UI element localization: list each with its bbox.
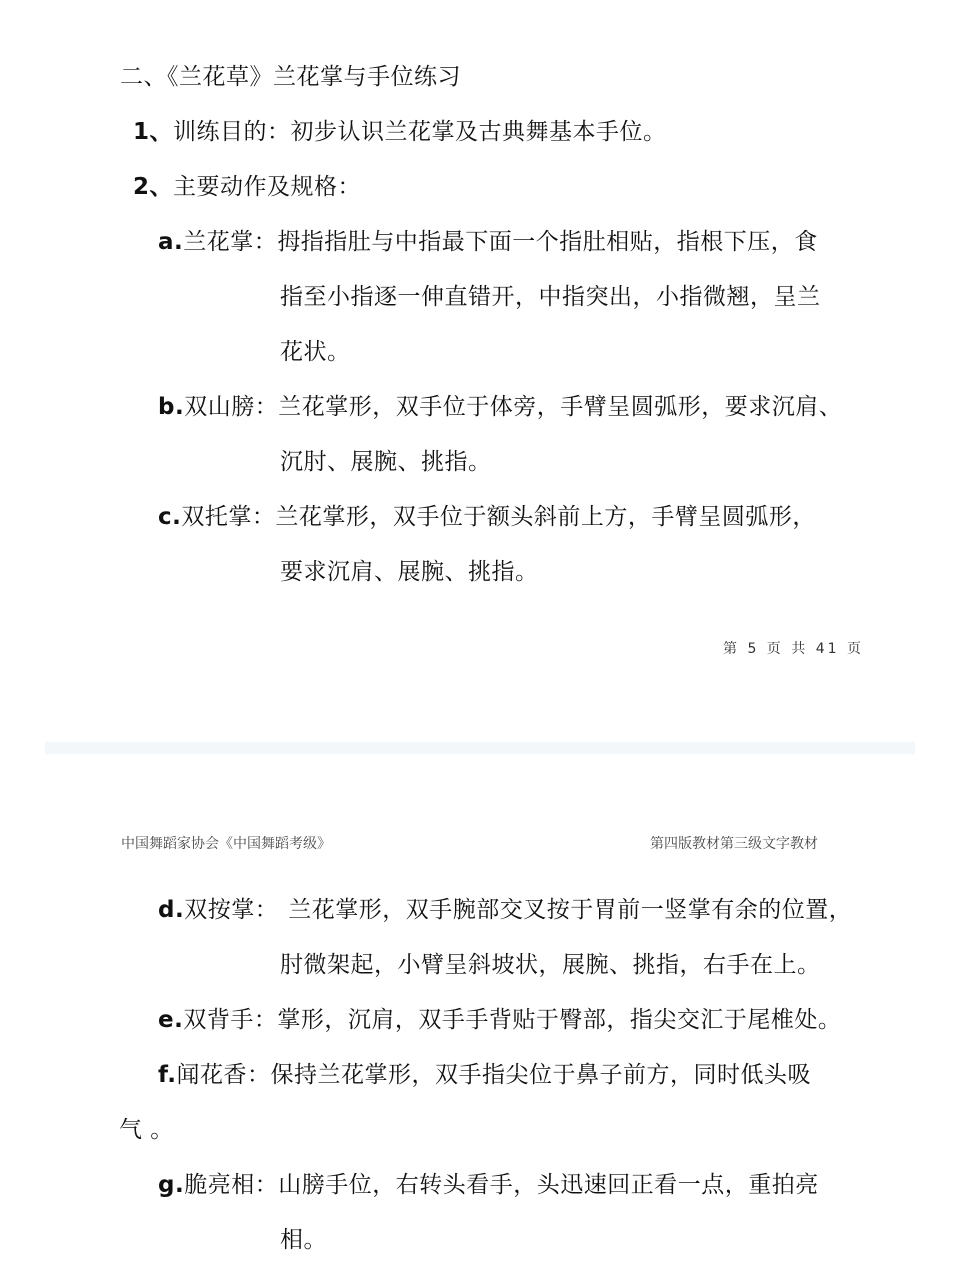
entry-e xyxy=(158,1005,841,1035)
section-title: 二、《兰花草》兰花掌与手位练习 xyxy=(120,64,461,90)
entry-text: 保持兰花掌形，双手指尖位于鼻子前方，同时低头吸 xyxy=(270,1062,811,1088)
entry-term: 双山膀： xyxy=(184,394,279,420)
entry-term: 闻花香： xyxy=(176,1062,271,1088)
entry-f xyxy=(158,1060,811,1090)
entry-term: 脆亮相： xyxy=(184,1172,279,1198)
entry-term: 双背手： xyxy=(183,1007,278,1033)
header-right: 第四版教材第三级文字教材 xyxy=(650,836,818,852)
entry-a xyxy=(158,227,818,257)
entry-letter: c. xyxy=(158,504,182,530)
item-number: 2、 xyxy=(133,174,174,200)
document-page-6 xyxy=(0,756,961,1280)
entry-c-line2: 要求沉肩、展腕、挑指。 xyxy=(280,559,539,585)
main-movements-heading xyxy=(133,172,361,202)
header-left: 中国舞蹈家协会《中国舞蹈考级》 xyxy=(121,836,331,852)
entry-term: 双托掌： xyxy=(181,504,276,530)
training-purpose xyxy=(133,117,667,147)
entry-term: 双按掌： xyxy=(184,897,279,923)
entry-letter: g. xyxy=(158,1172,185,1198)
entry-b xyxy=(158,392,842,422)
entry-text: 山膀手位，右转头看手，头迅速回正看一点，重拍亮 xyxy=(278,1172,819,1198)
entry-text: 兰花掌形，双手腕部交叉按于胃前一竖掌有余的位置， xyxy=(288,897,853,923)
entry-letter: a. xyxy=(158,229,184,255)
entry-a-line2: 指至小指逐一伸直错开，中指突出，小指微翘，呈兰 xyxy=(280,284,821,310)
entry-g-line2: 相。 xyxy=(280,1227,327,1253)
entry-d xyxy=(158,895,852,925)
page-number: 第 5 页 共 41 页 xyxy=(723,641,864,657)
entry-c xyxy=(158,502,816,532)
entry-letter: e. xyxy=(158,1007,184,1033)
entry-f-line2: 气 。 xyxy=(119,1117,174,1143)
entry-a-line3: 花状。 xyxy=(280,339,351,365)
entry-letter: b. xyxy=(158,394,185,420)
item-number: 1、 xyxy=(133,119,174,145)
entry-letter: f. xyxy=(158,1062,177,1088)
entry-text: 兰花掌形，双手位于额头斜前上方，手臂呈圆弧形， xyxy=(275,504,816,530)
entry-term: 兰花掌： xyxy=(183,229,278,255)
entry-text: 兰花掌形，双手位于体旁，手臂呈圆弧形，要求沉肩、 xyxy=(278,394,843,420)
item-text: 主要动作及规格： xyxy=(173,174,362,200)
entry-letter: d. xyxy=(158,897,185,923)
item-text: 训练目的：初步认识兰花掌及古典舞基本手位。 xyxy=(173,119,667,145)
entry-text: 拇指指肚与中指最下面一个指肚相贴，指根下压，食 xyxy=(277,229,818,255)
entry-text: 掌形，沉肩，双手手背贴于臀部，指尖交汇于尾椎处。 xyxy=(277,1007,842,1033)
page-separator xyxy=(45,742,915,754)
entry-b-line2: 沉肘、展腕、挑指。 xyxy=(280,449,492,475)
entry-g xyxy=(158,1170,819,1200)
entry-d-line2: 肘微架起，小臂呈斜坡状，展腕、挑指，右手在上。 xyxy=(280,952,821,978)
